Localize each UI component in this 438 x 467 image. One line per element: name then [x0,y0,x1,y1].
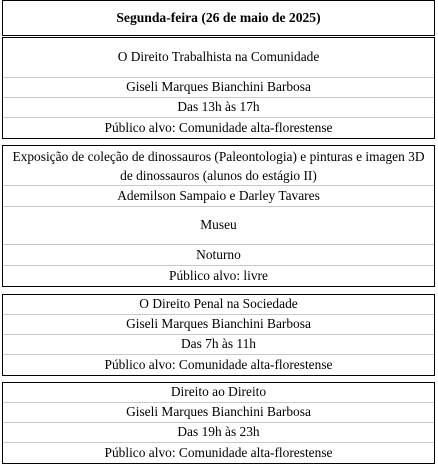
schedule-day-header [2,0,435,36]
event-time: Das 7h às 11h [3,335,434,355]
event-audience: Público alvo: Comunidade alta-florestense [104,119,333,135]
event-title: O Direito Penal na Sociedade [3,295,434,315]
event-speaker: Ademilson Sampaio e Darley Tavares [3,186,434,207]
event-location: Museu [3,207,434,245]
event-audience: Público alvo: livre [169,267,268,283]
event-audience: Público alvo: Comunidade alta-florestense [104,356,333,372]
event-time: Das 19h às 23h [3,423,434,443]
event-speaker: Giseli Marques Bianchini Barbosa [3,78,434,98]
event-speaker: Giseli Marques Bianchini Barbosa [3,315,434,335]
event-time: Das 13h às 17h [3,98,434,118]
event-card-1 [2,37,435,139]
event-card-4 [2,382,435,464]
event-audience: Público alvo: Comunidade alta-florestense [104,444,333,460]
event-title: O Direito Trabalhista na Comunidade [3,38,434,78]
event-title: Exposição de coleção de dinossauros (Paleontologia) e pinturas e imagen 3D de dinossauros (alunos do estágio II) [3,146,434,186]
event-speaker: Giseli Marques Bianchini Barbosa [3,403,434,423]
event-title: Direito ao Direito [3,383,434,403]
event-card-3 [2,294,435,376]
event-time: Noturno [3,245,434,266]
day-title: Segunda-feira (26 de maio de 2025) [116,10,321,25]
event-card-2 [2,145,435,287]
